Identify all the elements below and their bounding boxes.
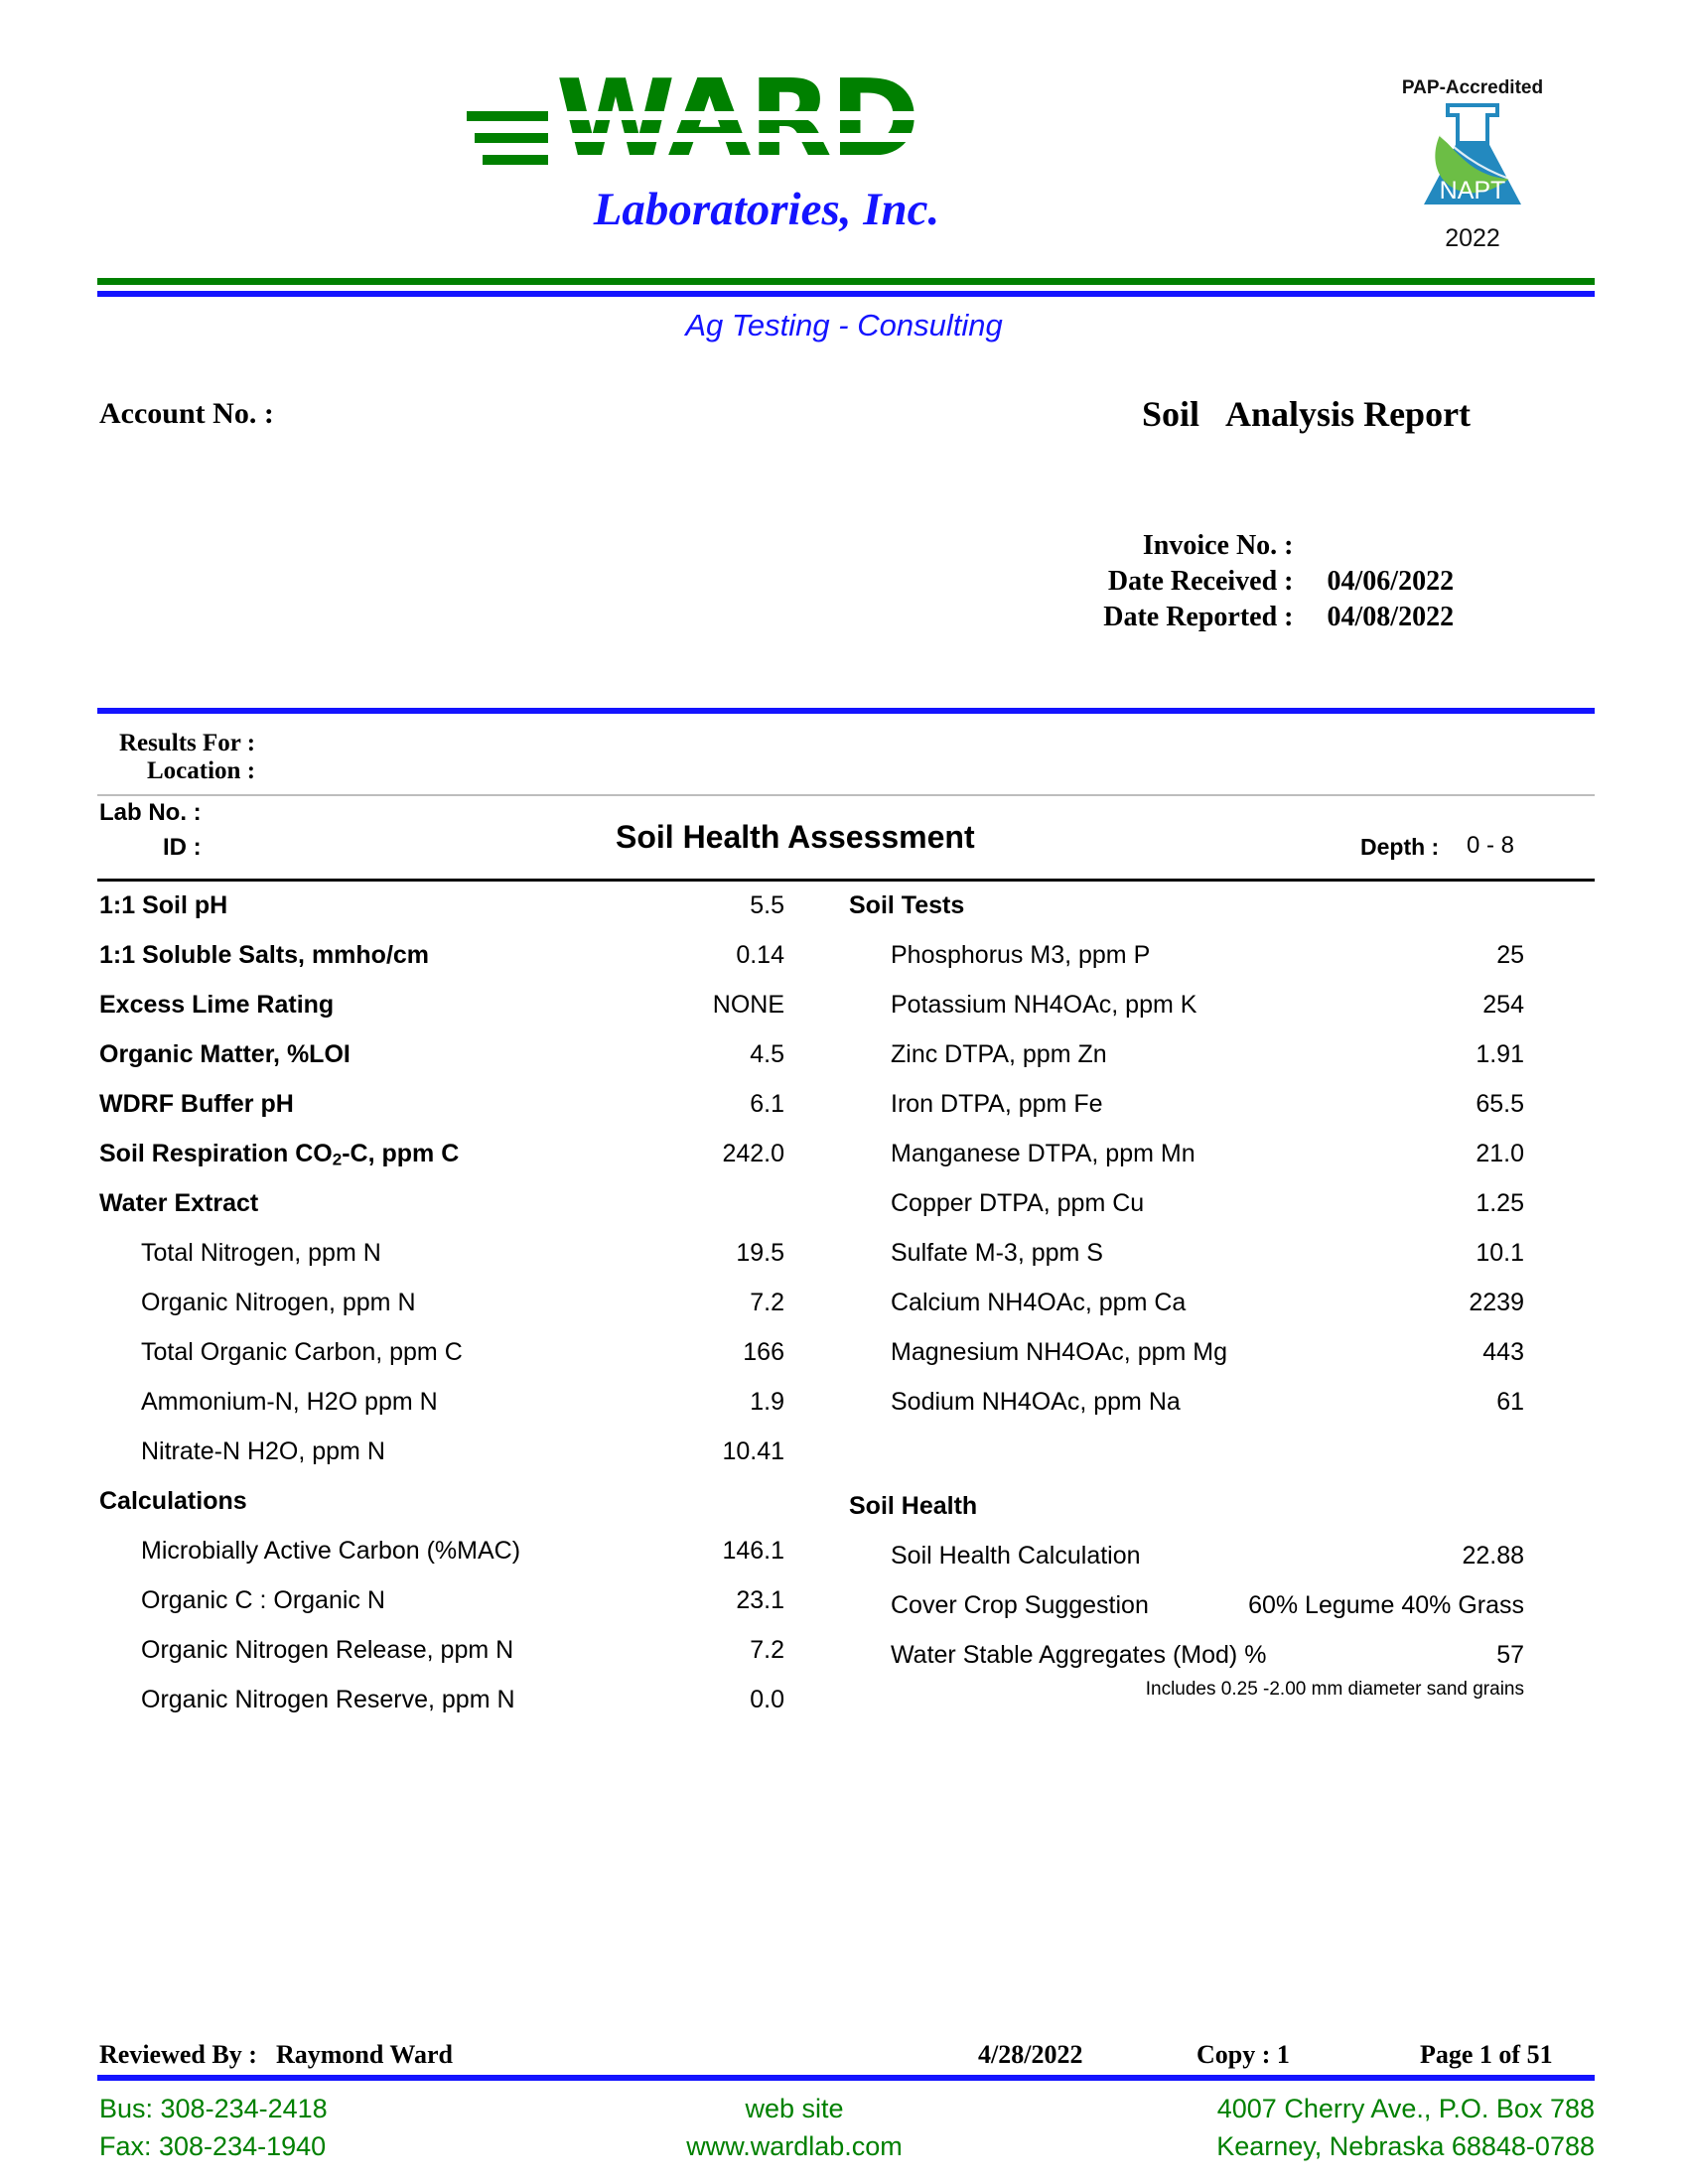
data-row (99, 1181, 784, 1231)
results-for-label: Results For : (119, 730, 256, 756)
data-row-value: 19.5 (736, 1239, 784, 1267)
data-section-header: Calculations (99, 1487, 247, 1515)
data-row-label: WDRF Buffer pH (99, 1090, 294, 1118)
invoice-info-block (993, 530, 1589, 637)
data-row-value: 10.41 (722, 1437, 784, 1465)
data-row (849, 1330, 1524, 1380)
data-row (99, 1281, 784, 1330)
data-row-value: 21.0 (1476, 1140, 1524, 1167)
data-row (99, 983, 784, 1032)
data-row-value: 65.5 (1476, 1090, 1524, 1118)
pap-accredited-label: PAP-Accredited (1401, 77, 1544, 98)
data-row-value: 254 (1482, 991, 1524, 1019)
napt-accreditation-seal (1378, 77, 1567, 261)
account-no-label: Account No. : (99, 397, 274, 430)
invoice-row (993, 530, 1589, 566)
data-row-label: Water Stable Aggregates (Mod) % (891, 1641, 1267, 1669)
data-row (99, 933, 784, 983)
date-reported-value: 04/08/2022 (1327, 602, 1455, 632)
report-title-soil: Soil (1142, 394, 1200, 434)
data-row (99, 1032, 784, 1082)
data-row (849, 1534, 1524, 1583)
data-row-value: 57 (1496, 1641, 1524, 1669)
data-row-label: Organic Nitrogen Release, ppm N (141, 1636, 514, 1664)
logo-speed-bar-1 (467, 111, 548, 121)
reviewed-by-name: Raymond Ward (276, 2040, 453, 2069)
data-row-value: 61 (1496, 1388, 1524, 1416)
data-row (99, 1529, 784, 1578)
data-row (849, 1484, 1524, 1534)
footnote-row (849, 1679, 1524, 1708)
data-row-value: 166 (743, 1338, 784, 1366)
footer-website-url[interactable]: www.wardlab.com (686, 2131, 903, 2161)
data-row (99, 1430, 784, 1479)
data-row-label: Organic Matter, %LOI (99, 1040, 351, 1068)
data-section-header: Water Extract (99, 1189, 259, 1217)
data-row-label: Iron DTPA, ppm Fe (891, 1090, 1103, 1118)
data-row-label: Ammonium-N, H2O ppm N (141, 1388, 438, 1416)
right-data-column (849, 884, 1524, 1708)
lab-no-label: Lab No. : (99, 799, 202, 826)
data-row-label: Cover Crop Suggestion (891, 1591, 1149, 1619)
invoice-row (993, 602, 1589, 637)
data-row-value: 22.88 (1462, 1542, 1524, 1570)
data-row-value: 10.1 (1476, 1239, 1524, 1267)
data-row-label: Calcium NH4OAc, ppm Ca (891, 1289, 1187, 1316)
napt-flask-icon (1410, 101, 1535, 222)
invoice-no-label: Invoice No. : (1142, 530, 1294, 561)
logo-speed-bar-2 (475, 133, 548, 143)
data-row-value: 7.2 (750, 1289, 784, 1316)
reviewed-by-label: Reviewed By : (99, 2040, 257, 2069)
data-row-label: Magnesium NH4OAc, ppm Mg (891, 1338, 1228, 1366)
data-row-label: Manganese DTPA, ppm Mn (891, 1140, 1196, 1167)
data-row (99, 1678, 784, 1727)
data-row-label: Total Nitrogen, ppm N (141, 1239, 381, 1267)
napt-year-label: 2022 (1445, 224, 1500, 252)
data-row (99, 1231, 784, 1281)
data-row-value: 0.14 (736, 941, 784, 969)
data-row (99, 1628, 784, 1678)
data-row (99, 1479, 784, 1529)
footer-contact-address (1122, 2090, 1595, 2165)
data-row (99, 884, 784, 933)
napt-seal-text: NAPT (1439, 177, 1506, 205)
data-row-label: Excess Lime Rating (99, 991, 335, 1019)
data-row (849, 933, 1524, 983)
ward-wordmark (467, 71, 1062, 181)
assessment-title: Soil Health Assessment (616, 819, 975, 855)
data-row-value: 23.1 (736, 1586, 784, 1614)
data-row-value: 4.5 (750, 1040, 784, 1068)
data-row-label: Soil Respiration $CO_2-C$, ppm C (99, 1140, 460, 1169)
data-row-label: 1:1 Soil pH (99, 891, 228, 919)
data-row-value: 0.0 (750, 1686, 784, 1713)
logo-stripe-2 (554, 133, 1062, 142)
data-row-value: 146.1 (722, 1537, 784, 1565)
depth-label: Depth : (1360, 834, 1440, 860)
data-row-label: Organic Nitrogen Reserve, ppm N (141, 1686, 515, 1713)
logo-stripe-1 (554, 111, 1062, 120)
data-row-value: 242.0 (722, 1140, 784, 1167)
data-row-value: 25 (1496, 941, 1524, 969)
footer-contact-phone (99, 2090, 328, 2165)
data-row-value: 7.2 (750, 1636, 784, 1664)
data-row (849, 1032, 1524, 1082)
data-row (99, 1578, 784, 1628)
data-row-value: NONE (712, 991, 784, 1019)
logo-speed-bar-3 (483, 155, 548, 165)
logo-stripe-3 (554, 155, 1062, 164)
data-row-value: 5.5 (750, 891, 784, 919)
footer-business-phone: Bus: 308-234-2418 (99, 2094, 328, 2123)
footer-address-line-1: 4007 Cherry Ave., P.O. Box 788 (1216, 2094, 1595, 2123)
sample-divider-rule (97, 794, 1595, 796)
data-table-top-rule (97, 879, 1595, 882)
data-row (849, 1132, 1524, 1181)
data-row (849, 1583, 1524, 1633)
report-header (0, 0, 1688, 288)
data-row-label: Phosphorus M3, ppm P (891, 941, 1151, 969)
data-row (99, 1132, 784, 1181)
data-row (849, 1231, 1524, 1281)
left-data-column (99, 884, 784, 1727)
data-row-value: 6.1 (750, 1090, 784, 1118)
page-title (1142, 393, 1559, 435)
data-row (849, 1281, 1524, 1330)
ward-logo (467, 71, 1062, 255)
data-row-label: Microbially Active Carbon (%MAC) (141, 1537, 521, 1565)
data-section-header: Soil Tests (849, 891, 965, 919)
date-received-value: 04/06/2022 (1327, 566, 1455, 597)
depth-value: 0 - 8 (1467, 832, 1515, 859)
data-row-label: Sulfate M-3, ppm S (891, 1239, 1103, 1267)
data-row (849, 884, 1524, 933)
footer-website-label: web site (745, 2094, 844, 2123)
data-row-label: Copper DTPA, ppm Cu (891, 1189, 1145, 1217)
footer-fax-number: Fax: 308-234-1940 (99, 2131, 327, 2161)
data-row-label: Total Organic Carbon, ppm C (141, 1338, 463, 1366)
data-section-header: Soil Health (849, 1492, 978, 1520)
data-row (849, 1380, 1524, 1430)
footer-date: 4/28/2022 (978, 2040, 1083, 2069)
results-section-rule (97, 708, 1595, 714)
data-row-value: 2239 (1469, 1289, 1524, 1316)
header-rule-green (97, 278, 1595, 285)
data-row-label: Organic Nitrogen, ppm N (141, 1289, 416, 1316)
footer-page-number: Page 1 of 51 (1420, 2040, 1553, 2069)
data-row-label: 1:1 Soluble Salts, mmho/cm (99, 941, 430, 969)
data-row (849, 983, 1524, 1032)
report-title-analysis-report: Analysis Report (1225, 394, 1472, 434)
location-label: Location : (147, 757, 256, 784)
data-row-label: Organic C : Organic N (141, 1586, 385, 1614)
footer-copy-count: Copy : 1 (1196, 2040, 1290, 2069)
data-row (849, 1082, 1524, 1132)
data-row (849, 1633, 1524, 1683)
data-row-value: 1.91 (1476, 1040, 1524, 1068)
footer-rule-blue (97, 2075, 1595, 2081)
footer-address-line-2: Kearney, Nebraska 68848-0788 (1216, 2131, 1595, 2161)
header-rule-blue (97, 291, 1595, 297)
column-spacer (849, 1430, 1524, 1484)
data-row-value: 1.9 (750, 1388, 784, 1416)
footer-contact-web (616, 2090, 973, 2165)
date-received-label: Date Received : (1107, 566, 1294, 597)
data-row-value: 60% Legume 40% Grass (1248, 1591, 1524, 1619)
laboratories-subtitle: Laboratories, Inc. (593, 184, 940, 235)
data-row-label: Zinc DTPA, ppm Zn (891, 1040, 1107, 1068)
data-row (99, 1330, 784, 1380)
data-row (849, 1181, 1524, 1231)
water-stable-aggregates-footnote: Includes 0.25 -2.00 mm diameter sand grains (1145, 1679, 1524, 1700)
data-row-label: Potassium NH4OAc, ppm K (891, 991, 1197, 1019)
data-row-label: Soil Health Calculation (891, 1542, 1141, 1570)
company-tagline: Ag Testing - Consulting (685, 308, 1003, 342)
data-row (99, 1380, 784, 1430)
data-row-value: 1.25 (1476, 1189, 1524, 1217)
data-row-label: Nitrate-N H2O, ppm N (141, 1437, 385, 1465)
report-footer (0, 2040, 1688, 2080)
sample-id-label: ID : (163, 834, 202, 861)
date-reported-label: Date Reported : (1103, 602, 1294, 632)
invoice-row (993, 566, 1589, 602)
data-row-label: Sodium NH4OAc, ppm Na (891, 1388, 1181, 1416)
data-row-value: 443 (1482, 1338, 1524, 1366)
data-row (99, 1082, 784, 1132)
